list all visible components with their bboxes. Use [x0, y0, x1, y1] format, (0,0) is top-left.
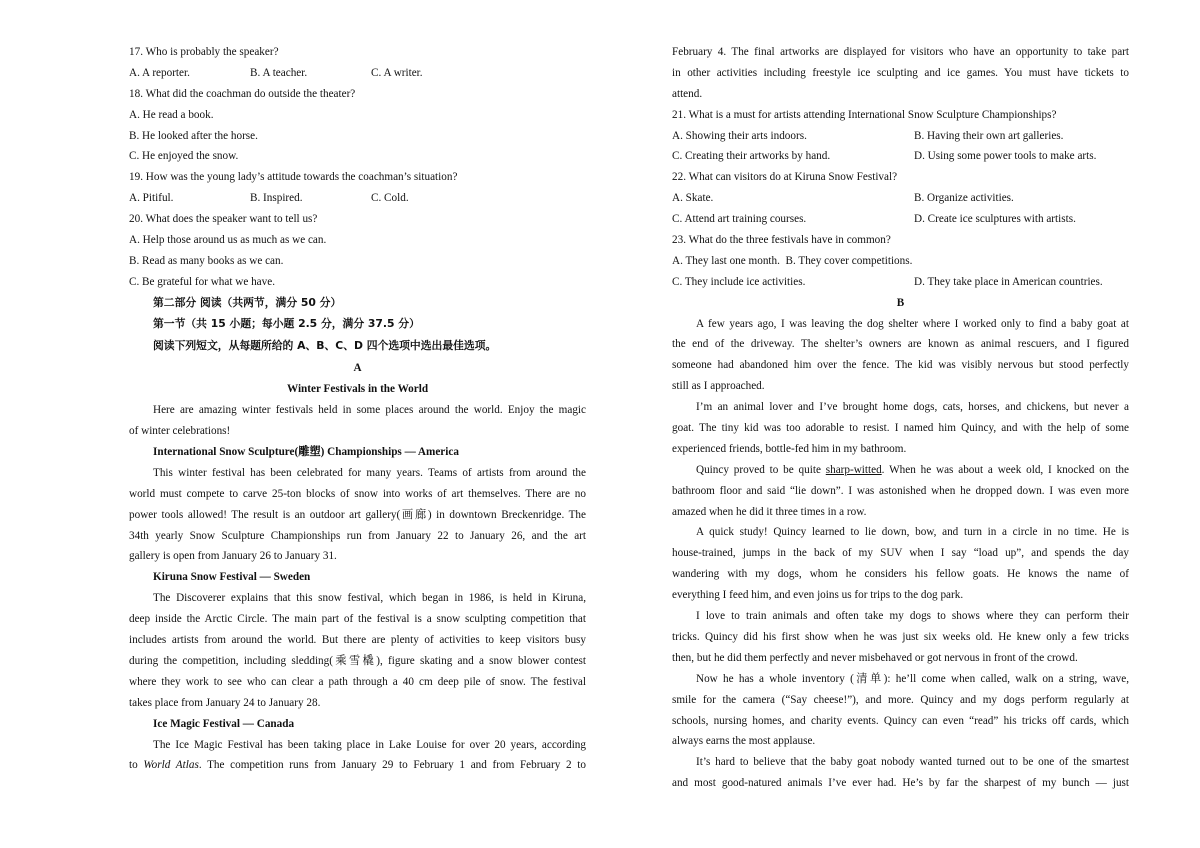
paragraph-line: deep inside the Arctic Circle. The main part of the festival is a snow sculpting competition that: [129, 613, 586, 626]
text-run: . When he was about a week old, I knocked on the: [881, 463, 1129, 476]
option-b: B. A teacher.: [250, 66, 308, 79]
question-22-options: [672, 188, 1129, 209]
paragraph-line: smile for the camera (“Say cheese!”), and more. Quincy and my dogs perform regularly at: [672, 693, 1129, 706]
paragraph-line: experienced friends, bottle-fed him in my bathroom.: [672, 442, 907, 455]
paragraph-line: wandering with my dogs, whom he considers his fellow goats. He knows the name of: [672, 568, 1129, 581]
option-b: B. Organize activities.: [914, 192, 1014, 205]
option-c: C. Be grateful for what we have.: [129, 275, 276, 288]
paragraph-line: 34th yearly Snow Sculpture Championships run from January 22 to January 26, and the art: [129, 529, 586, 542]
paragraph-line: [672, 460, 1129, 481]
paragraph-line: takes place from January 24 to January 28.: [129, 696, 321, 709]
paragraph-line: A quick study! Quincy learned to lie down, bow, and turn in a circle in no time. He is: [696, 526, 1129, 539]
underlined-word: sharp-witted: [825, 463, 882, 476]
question-21-options: [672, 126, 1129, 147]
question-17-options: [129, 63, 586, 84]
question-23: 23. What do the three festivals have in common?: [672, 234, 891, 247]
text-run: . The competition runs from January 29 to February 1 and from February 2 to: [198, 759, 586, 772]
paragraph-line: during the competition, including sledding(乘雪橇), figure skating and a snow blower contest: [129, 654, 586, 667]
paragraph-line: I’m an animal lover and I’ve brought home dogs, cats, horses, and chickens, but never a: [696, 401, 1129, 414]
option-a: A. Skate.: [672, 192, 714, 205]
paragraph-line: [129, 755, 586, 776]
passage-a-title: Winter Festivals in the World: [286, 383, 429, 396]
option-d: D. Using some power tools to make arts.: [914, 150, 1097, 163]
option-a: A. A reporter.: [129, 66, 190, 79]
paragraph-line: still as I approached.: [672, 380, 765, 393]
paragraph-line: It’s hard to believe that the baby goat nobody wanted turned out to be one of the smartest: [696, 756, 1129, 769]
passage-b-letter: B: [896, 296, 905, 309]
option-b: B. He looked after the horse.: [129, 129, 258, 142]
paragraph-line: in other activities including freestyle ice sculpting and ice games. You must have tickets to: [672, 66, 1129, 79]
paragraph-line: gallery is open from January 26 to January 31.: [129, 550, 337, 563]
option-c: C. They include ice activities.: [672, 275, 806, 288]
question-23-options: [672, 272, 1129, 293]
paragraph-line: I love to train animals and often take my dogs to shows where they can perform their: [696, 610, 1129, 623]
text-run: Quincy proved to be quite: [696, 463, 826, 476]
option-c: C. Creating their artworks by hand.: [672, 150, 831, 163]
paragraph-line: This winter festival has been celebrated for many years. Teams of artists from around the: [153, 466, 586, 479]
left-column: [129, 42, 586, 776]
option-c: C. Cold.: [371, 192, 409, 205]
question-19: 19. How was the young lady’s attitude towards the coachman’s situation?: [129, 171, 458, 184]
option-a: A. He read a book.: [129, 108, 214, 121]
intro-line: Here are amazing winter festivals held in some places around the world. Enjoy the magic: [153, 404, 586, 417]
text-run: to: [129, 759, 144, 772]
paragraph-line: someone had abandoned him over the fence. The kid was visibly nervous but stood perfectly: [672, 359, 1129, 372]
question-18: 18. What did the coachman do outside the theater?: [129, 87, 356, 100]
paragraph-line: everything I feed him, and even joins us for trips to the dog park.: [672, 589, 964, 602]
option-a: A. Help those around us as much as we can.: [129, 234, 327, 247]
option-b: B. Having their own art galleries.: [914, 129, 1064, 142]
paragraph-line: amazed when he did it three times in a row.: [672, 505, 867, 518]
question-17: 17. Who is probably the speaker?: [129, 46, 279, 58]
option-c: C. A writer.: [371, 66, 423, 79]
paragraph-line: A few years ago, I was leaving the dog shelter where I worked only to find a baby goat at: [696, 317, 1129, 330]
paragraph-line: world must compete to carve 25-ton blocks of snow into works of art themselves. There are no: [129, 487, 586, 500]
question-21: 21. What is a must for artists attending International Snow Sculpture Championships?: [672, 108, 1057, 121]
part-two-heading: 第二部分 阅读（共两节，满分 50 分）: [153, 295, 342, 309]
intro-line: of winter celebrations!: [129, 425, 231, 438]
option-b: B. Read as many books as we can.: [129, 254, 284, 267]
paragraph-line: then, but he did them perfectly and never misbehaved or got nervous in front of the crowd.: [672, 651, 1078, 664]
section-one-heading: 第一节（共 15 小题；每小题 2.5 分，满分 37.5 分）: [153, 316, 420, 330]
paragraph-line: goat. The tiny kid was too adorable to resist. I named him Quincy, and with the help of some: [672, 422, 1129, 435]
paragraph-line: February 4. The final artworks are displayed for visitors who have an opportunity to take part: [672, 46, 1129, 58]
paragraph-line: always earns the most applause.: [672, 735, 816, 748]
option-b: B. Inspired.: [250, 192, 303, 205]
option-a: A. Showing their arts indoors.: [672, 129, 807, 142]
right-column: [672, 42, 1129, 794]
paragraph-line: schools, nursing homes, and charity events. Quincy can even “read” his tricks off cards, which: [672, 714, 1129, 727]
option-d: D. Create ice sculptures with artists.: [914, 213, 1076, 226]
option-d: D. They take place in American countries.: [914, 275, 1103, 288]
question-23-options-ab: A. They last one month. B. They cover competitions.: [672, 254, 913, 267]
option-a: A. Pitiful.: [129, 192, 174, 205]
option-c: C. Attend art training courses.: [672, 213, 807, 226]
passage-a-letter: A: [353, 362, 362, 375]
question-22: 22. What can visitors do at Kiruna Snow Festival?: [672, 171, 898, 184]
paragraph-line: The Ice Magic Festival has been taking place in Lake Louise for over 20 years, according: [153, 738, 586, 751]
question-19-options: [129, 188, 586, 209]
question-21-options: [672, 146, 1129, 167]
festival-heading-america: International Snow Sculpture(雕塑) Championships — America: [153, 446, 459, 459]
source-title: World Atlas: [143, 759, 199, 772]
festival-heading-canada: Ice Magic Festival — Canada: [153, 717, 295, 730]
question-22-options: [672, 209, 1129, 230]
paragraph-line: attend.: [672, 87, 703, 100]
option-c: C. He enjoyed the snow.: [129, 150, 239, 163]
paragraph-line: bathroom floor and said “lie down”. I was astonished when he dropped down. I was even more: [672, 484, 1129, 497]
paragraph-line: house-trained, jumps in the back of my SUV when I say “load up”, and spends the day: [672, 547, 1129, 560]
festival-heading-sweden: Kiruna Snow Festival — Sweden: [153, 571, 311, 584]
paragraph-line: where they work to see who can clear a path through a 40 cm deep pile of snow. The festival: [129, 675, 586, 688]
question-20: 20. What does the speaker want to tell us?: [129, 213, 318, 226]
paragraph-line: includes artists from around the world. But there are plenty of activities to keep visitors busy: [129, 634, 586, 647]
paragraph-line: the end of the driveway. The shelter’s owners are known as animal rescuers, and I figured: [672, 338, 1129, 351]
paragraph-line: tricks. Quincy did his first show when he was just six weeks old. He knew only a few tricks: [672, 630, 1129, 643]
paragraph-line: power tools allowed! The result is an outdoor art gallery(画廊) in downtown Breckenridge. The: [129, 508, 586, 521]
paragraph-line: and most good-natured animals I’ve ever had. He’s by far the sharpest of my bunch — just: [672, 777, 1129, 790]
reading-instructions: 阅读下列短文，从每题所给的 A、B、C、D 四个选项中选出最佳选项。: [153, 339, 497, 353]
paragraph-line: Now he has a whole inventory (清单): he’ll come when called, walk on a string, wave,: [696, 672, 1129, 685]
paragraph-line: The Discoverer explains that this snow festival, which began in 1986, is held in Kiruna,: [153, 592, 586, 605]
